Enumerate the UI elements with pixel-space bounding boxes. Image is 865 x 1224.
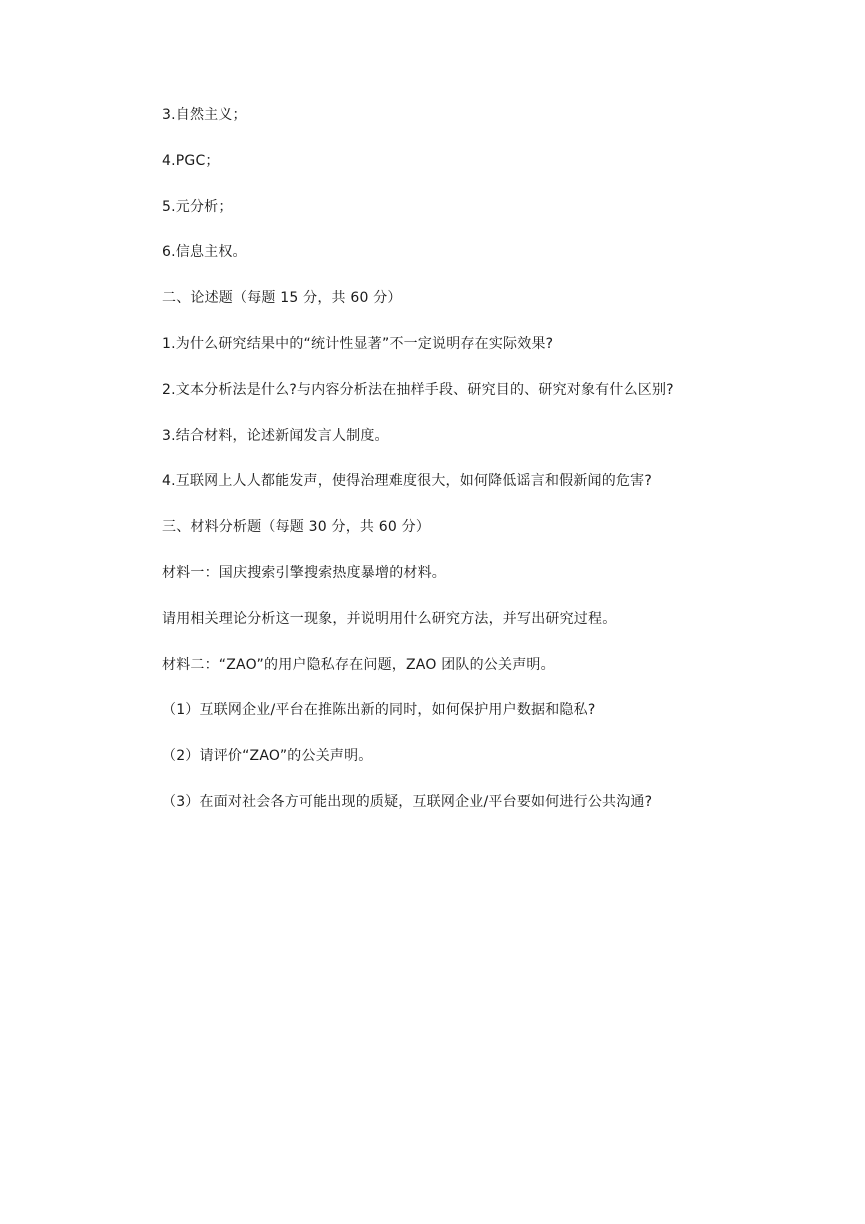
term-item-3: 3.自然主义； xyxy=(162,107,247,123)
section-heading-essay: 二、论述题（每题 15 分，共 60 分） xyxy=(162,290,402,307)
material-two-question-3: （3）在面对社会各方可能出现的质疑，互联网企业/平台要如何进行公共沟通? xyxy=(162,793,653,810)
essay-question-3: 3.结合材料，论述新闻发言人制度。 xyxy=(162,427,389,444)
material-two-question-1: （1）互联网企业/平台在推陈出新的同时，如何保护用户数据和隐私? xyxy=(162,702,596,719)
material-two-question-2: （2）请评价“ZAO”的公关声明。 xyxy=(162,748,373,765)
term-item-5: 5.元分析； xyxy=(162,198,233,215)
essay-question-4: 4.互联网上人人都能发声，使得治理难度很大，如何降低谣言和假新闻的危害? xyxy=(162,473,652,490)
material-two: 材料二：“ZAO”的用户隐私存在问题，ZAO 团队的公关声明。 xyxy=(162,656,555,673)
term-item-4: 4.PGC； xyxy=(162,152,220,169)
essay-question-1: 1.为什么研究结果中的“统计性显著”不一定说明存在实际效果? xyxy=(162,335,554,352)
term-item-6: 6.信息主权。 xyxy=(162,244,247,261)
material-one-question: 请用相关理论分析这一现象，并说明用什么研究方法，并写出研究过程。 xyxy=(162,610,617,627)
essay-question-2: 2.文本分析法是什么?与内容分析法在抽样手段、研究目的、研究对象有什么区别? xyxy=(162,381,674,398)
section-heading-material-analysis: 三、材料分析题（每题 30 分，共 60 分） xyxy=(162,519,431,536)
document-body xyxy=(162,104,842,837)
material-one: 材料一：国庆搜索引擎搜索热度暴增的材料。 xyxy=(162,564,446,581)
